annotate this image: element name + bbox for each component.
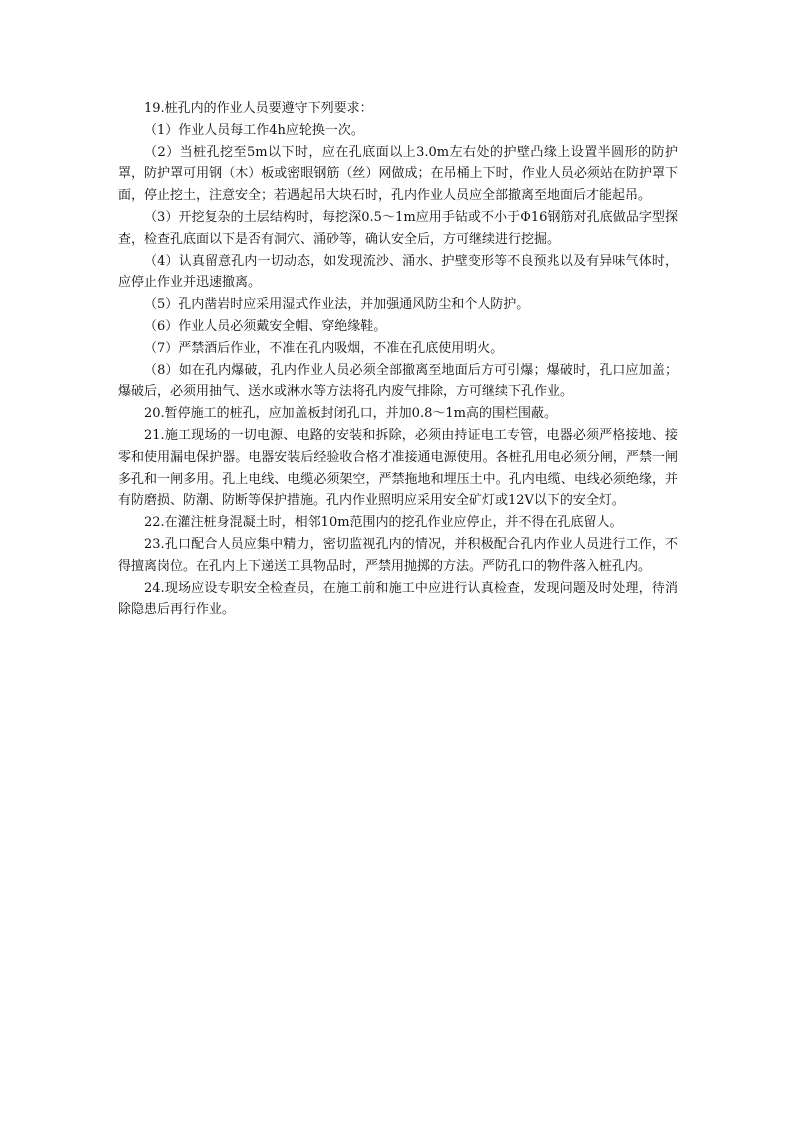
section-19-heading: 19.桩孔内的作业人员要遵守下列要求： xyxy=(144,101,373,116)
rule-24: 24.现场应设专职安全检查员，在施工前和施工中应进行认真检查，发现问题及时处理，待消除隐患后再行作业。 xyxy=(118,580,678,618)
rule-23: 23.孔口配合人员应集中精力，密切监视孔内的情况，并积极配合孔内作业人员进行工作，不得擅离岗位。在孔内上下递送工具物品时，严禁用抛掷的方法。严防孔口的物件落入桩孔内。 xyxy=(118,536,678,574)
rule-19-5: （5）孔内凿岩时应采用湿式作业法，并加强通风防尘和个人防护。 xyxy=(144,297,530,313)
rule-19-6: （6）作业人员必须戴安全帽、穿绝缘鞋。 xyxy=(144,318,387,334)
rule-19-7: （7）严禁酒后作业，不准在孔内吸烟，不准在孔底使用明火。 xyxy=(144,340,504,356)
rule-20: 20.暂停施工的桩孔，应加盖板封闭孔口，并加0.8～1m高的围栏围蔽。 xyxy=(144,406,557,422)
rule-19-1: （1）作业人员每工作4h应轮换一次。 xyxy=(144,122,364,138)
rule-19-2: （2）当桩孔挖至5m以下时，应在孔底面以上3.0m左右处的护壁凸缘上设置半圆形的防护罩，防护罩可用钢（木）板或密眼钢筋（丝）网做成；在吊桶上下时，作业人员必须站在防护罩下面，停止挖土，注意安全；若遇起吊大块石时，孔内作业人员应全部撤离至地面后才能起吊。 xyxy=(118,144,678,204)
rule-21: 21.施工现场的一切电源、电路的安装和拆除，必须由持证电工专管，电器必须严格接地、接零和使用漏电保护器。电器安装后经验收合格才准接通电源使用。各桩孔用电必须分闸，严禁一闸多孔和一闸多用。孔上电线、电缆必须架空，严禁拖地和埋压土中。孔内电缆、电线必须绝缘，并有防磨损、防潮、防断等保护措施。孔内作业照明应采用安全矿灯或12V以下的安全灯。 xyxy=(118,427,678,509)
document-body xyxy=(118,98,678,621)
rule-19-4: （4）认真留意孔内一切动态，如发现流沙、涌水、护壁变形等不良预兆以及有异味气体时，应停止作业并迅速撤离。 xyxy=(118,253,678,291)
rule-22: 22.在灌注桩身混凝土时，相邻10m范围内的挖孔作业应停止，并不得在孔底留人。 xyxy=(144,515,623,531)
rule-19-3: （3）开挖复杂的土层结构时，每挖深0.5～1m应用手钻或不小于Φ16钢筋对孔底做品字型探查，检查孔底面以下是否有洞穴、涌砂等，确认安全后，方可继续进行挖掘。 xyxy=(118,209,678,247)
rule-19-8: （8）如在孔内爆破，孔内作业人员必须全部撤离至地面后方可引爆；爆破时，孔口应加盖；爆破后，必须用抽气、送水或淋水等方法将孔内废气排除，方可继续下孔作业。 xyxy=(118,362,678,400)
